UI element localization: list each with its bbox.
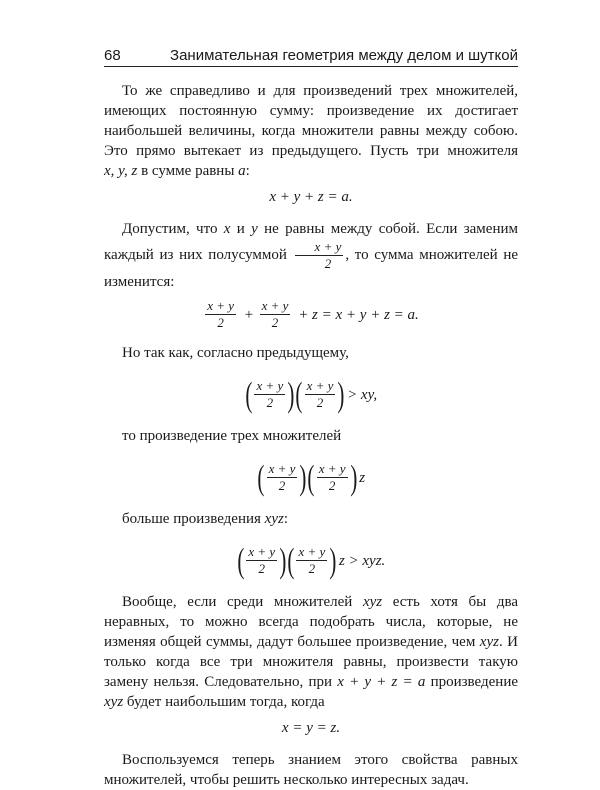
fraction-numerator: x + y (268, 461, 296, 477)
right-paren: ) (279, 541, 287, 581)
equation-sum-text: x + y + z = a. (269, 189, 353, 205)
fraction-numerator: x + y (318, 461, 346, 477)
equation-equality-text: x = y = z. (281, 720, 341, 736)
left-paren: ( (245, 375, 253, 415)
paragraph-2-and: и (236, 221, 245, 237)
right-paren: ) (299, 458, 307, 498)
variables-xyz: x, y, z (104, 163, 138, 179)
fraction-numerator: x + y (261, 298, 289, 313)
paragraph-5 (104, 509, 518, 529)
page-number: 68 (104, 47, 121, 64)
paragraph-6-mid-1: есть хотя бы два неравных, то можно всегда подобрать числа, которые, не изменяя общей суммы, дадут большее произведение, чем (104, 594, 518, 650)
paragraph-4: то произведение трех множителей (122, 428, 342, 444)
fraction-numerator: x + y (306, 378, 334, 394)
paragraph-2 (104, 219, 518, 292)
book-title: Занимательная геометрия между делом и шуткой (170, 47, 518, 64)
sum-condition: x + y + z = a (337, 674, 426, 690)
equation-half-sums (104, 298, 518, 331)
product-xyz: xyz (479, 634, 499, 650)
right-paren: ) (337, 375, 345, 415)
paragraph-2-end: , то сумма множителей не изменится: (104, 246, 518, 290)
fraction-numerator: x + y (207, 298, 234, 313)
fraction-denominator: 2 (316, 395, 324, 411)
paragraph-2-mid: не равны между собой. Если заменим каждый из них полусуммой (104, 221, 519, 263)
fraction-denominator: 2 (308, 561, 316, 577)
paragraph-6-mid-2: . И только когда все три множителя равны, произвести такую замену нельзя. Следовательно, при (104, 634, 518, 690)
fraction-numerator: x + y (256, 378, 284, 394)
fraction-1 (205, 298, 236, 331)
fraction-numerator: x + y (298, 544, 326, 560)
fraction-denominator: 2 (324, 256, 332, 271)
equation-inequality (104, 539, 518, 581)
fraction-1 (246, 544, 277, 577)
plus-sign: + (243, 306, 254, 323)
paragraph-6-start: Вообще, если среди множителей (122, 594, 353, 610)
left-paren: ( (287, 541, 295, 581)
equation-product-two-tail: > xy, (347, 386, 378, 403)
fraction-denominator: 2 (217, 315, 224, 330)
right-paren: ) (349, 458, 357, 498)
paragraph-2-start: Допустим, что (122, 221, 218, 237)
fraction-1 (267, 461, 298, 494)
equation-product-three (104, 456, 518, 498)
paragraph-1 (104, 81, 518, 181)
equation-half-sums-tail: + z = x + y + z = a. (298, 306, 419, 323)
fraction-2 (305, 378, 336, 411)
inline-half-sum-fraction (295, 239, 344, 272)
variable-a: a (238, 163, 246, 179)
fraction-2 (260, 298, 291, 331)
fraction-2 (296, 544, 327, 577)
paragraph-6-end: будет наибольшим тогда, когда (126, 694, 325, 710)
variable-x: x (223, 221, 231, 237)
equation-sum (104, 187, 518, 207)
paragraph-1-tail: в сумме равны (141, 163, 235, 179)
left-paren: ( (237, 541, 245, 581)
fraction-numerator: x + y (295, 239, 344, 256)
fraction-numerator: x + y (248, 544, 276, 560)
fraction-1 (254, 378, 285, 411)
equation-inequality-tail: z > xyz. (338, 552, 386, 569)
paragraph-6-mid-3: произведение (430, 674, 518, 690)
equation-equality (104, 718, 518, 738)
equation-product-three-tail: z (359, 469, 366, 486)
left-paren: ( (257, 458, 265, 498)
fraction-2 (317, 461, 348, 494)
left-paren: ( (295, 375, 303, 415)
running-head (104, 44, 518, 67)
right-paren: ) (329, 541, 337, 581)
body-text (104, 81, 518, 790)
equation-product-two (104, 373, 518, 415)
paragraph-5-start: больше произведения (122, 511, 261, 527)
paragraph-1-colon: : (245, 163, 250, 179)
fraction-denominator: 2 (271, 315, 279, 330)
right-paren: ) (287, 375, 295, 415)
paragraph-6 (104, 592, 518, 712)
paragraph-7: Воспользуемся теперь знанием этого свойства равных множителей, чтобы решить несколько интересных задач. (104, 752, 518, 788)
left-paren: ( (307, 458, 315, 498)
product-xyz: xyz (362, 594, 383, 610)
paragraph-1-text: То же справедливо и для произведений трех множителей, имеющих постоянную сумму: произведение их достигает наибольшей величины, когда множители равны между собою. Это прямо вытекает из предыдущего. Пусть три множителя (104, 83, 518, 159)
paragraph-3: Но так как, согласно предыдущему, (122, 345, 349, 361)
fraction-denominator: 2 (328, 478, 336, 494)
fraction-denominator: 2 (258, 561, 265, 577)
product-xyz: xyz (264, 511, 284, 527)
paragraph-5-colon: : (283, 511, 288, 527)
product-xyz: xyz (104, 694, 124, 710)
fraction-denominator: 2 (266, 395, 274, 411)
fraction-denominator: 2 (278, 478, 286, 494)
variable-y: y (251, 221, 258, 237)
